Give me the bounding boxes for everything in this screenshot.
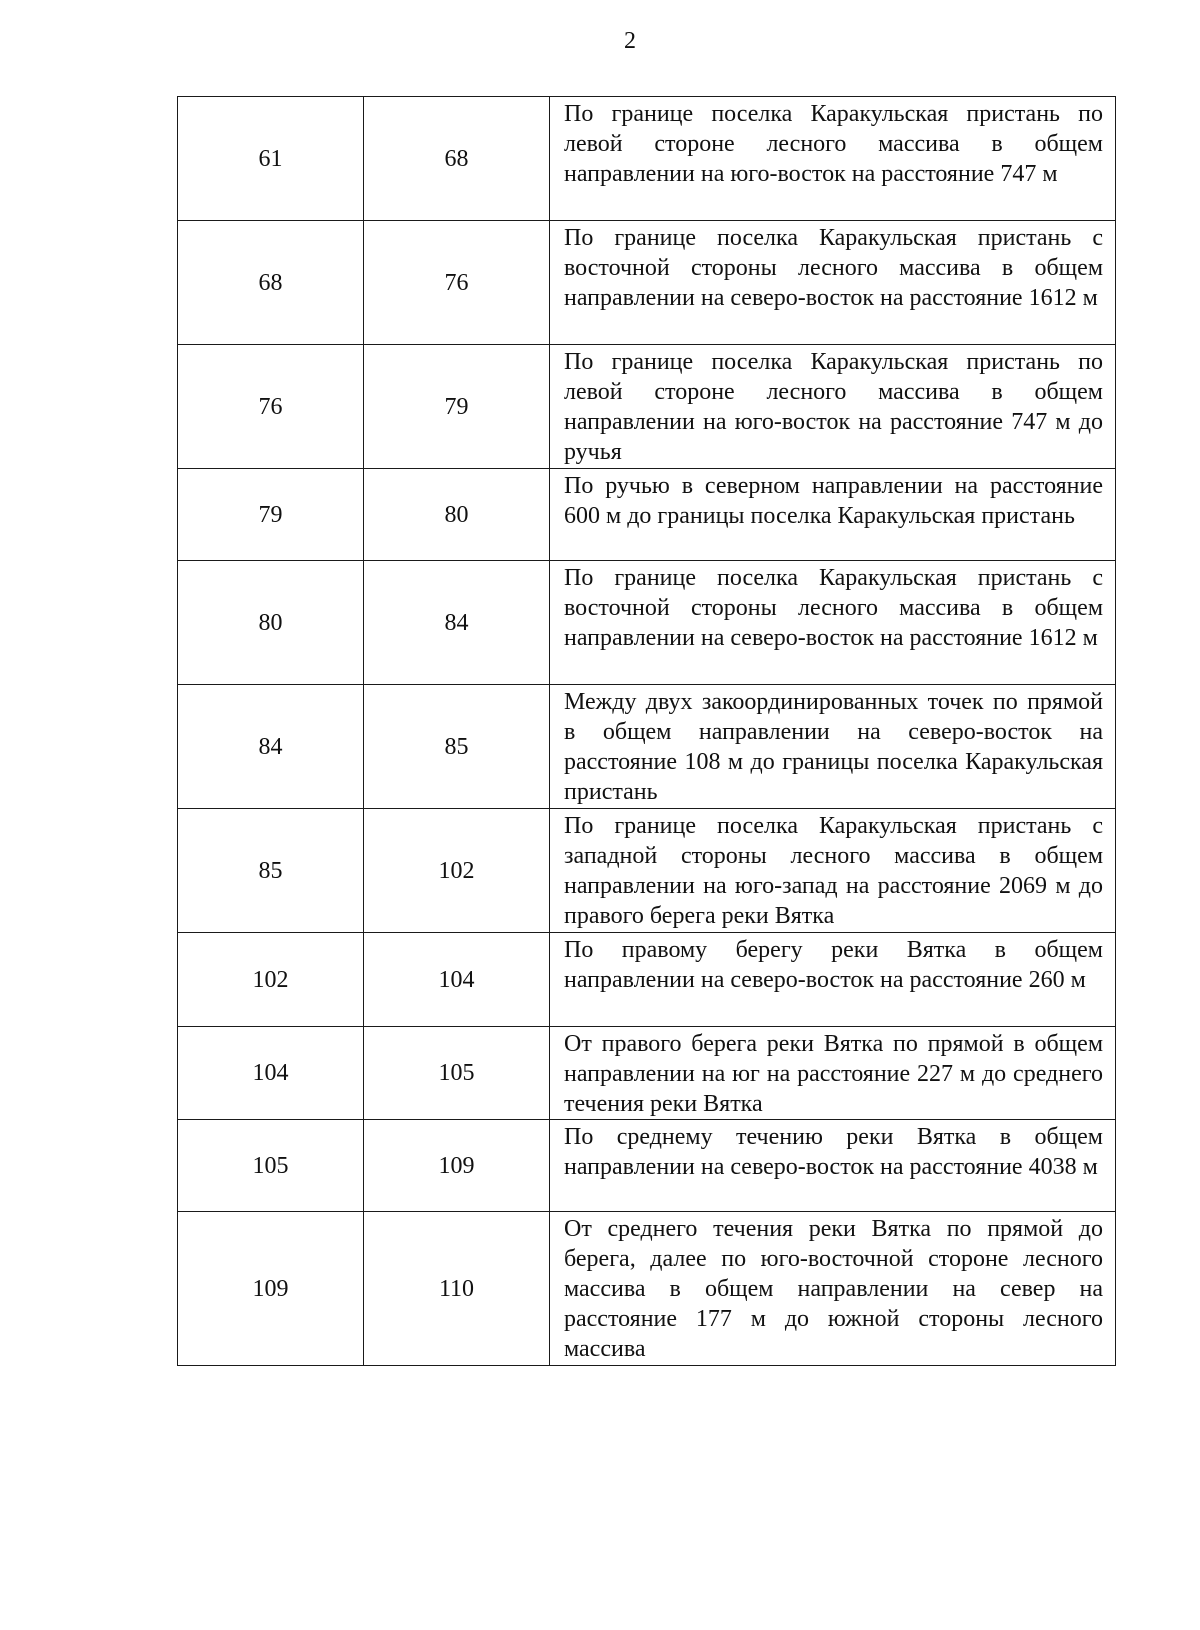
description-cell: По ручью в северном направлении на расстояние 600 м до границы поселка Каракульская пристань	[550, 469, 1116, 561]
from-point-cell: 102	[178, 933, 364, 1027]
from-point-cell: 85	[178, 809, 364, 933]
from-point-cell: 109	[178, 1212, 364, 1366]
to-point-cell: 110	[364, 1212, 550, 1366]
table-row	[178, 809, 1116, 933]
to-point-cell: 68	[364, 97, 550, 221]
table-row	[178, 685, 1116, 809]
to-point-cell: 80	[364, 469, 550, 561]
description-cell: По границе поселка Каракульская пристань по левой стороне лесного массива в общем направлении на юго-восток на расстояние 747 м до ручья	[550, 345, 1116, 469]
from-point-cell: 84	[178, 685, 364, 809]
description-cell: По границе поселка Каракульская пристань по левой стороне лесного массива в общем направлении на юго-восток на расстояние 747 м	[550, 97, 1116, 221]
description-cell: От правого берега реки Вятка по прямой в общем направлении на юг на расстояние 227 м до среднего течения реки Вятка	[550, 1027, 1116, 1120]
to-point-cell: 109	[364, 1120, 550, 1212]
table-row	[178, 345, 1116, 469]
description-cell: От среднего течения реки Вятка по прямой до берега, далее по юго-восточной стороне лесного массива в общем направлении на север на расстояние 177 м до южной стороны лесного массива	[550, 1212, 1116, 1366]
from-point-cell: 104	[178, 1027, 364, 1120]
boundary-table	[177, 96, 1116, 1366]
table-row	[178, 221, 1116, 345]
table-row	[178, 469, 1116, 561]
table-row	[178, 933, 1116, 1027]
to-point-cell: 76	[364, 221, 550, 345]
to-point-cell: 79	[364, 345, 550, 469]
description-cell: По среднему течению реки Вятка в общем направлении на северо-восток на расстояние 4038 м	[550, 1120, 1116, 1212]
description-cell: По границе поселка Каракульская пристань с восточной стороны лесного массива в общем направлении на северо-восток на расстояние 1612 м	[550, 221, 1116, 345]
from-point-cell: 80	[178, 561, 364, 685]
description-cell: Между двух закоординированных точек по прямой в общем направлении на северо-восток на расстояние 108 м до границы поселка Каракульская пристань	[550, 685, 1116, 809]
table-row	[178, 97, 1116, 221]
page-number: 2	[624, 28, 636, 54]
to-point-cell: 84	[364, 561, 550, 685]
table-row	[178, 1120, 1116, 1212]
table-row	[178, 1212, 1116, 1366]
from-point-cell: 68	[178, 221, 364, 345]
table-row	[178, 561, 1116, 685]
to-point-cell: 102	[364, 809, 550, 933]
description-cell: По границе поселка Каракульская пристань с восточной стороны лесного массива в общем направлении на северо-восток на расстояние 1612 м	[550, 561, 1116, 685]
table-row	[178, 1027, 1116, 1120]
to-point-cell: 104	[364, 933, 550, 1027]
from-point-cell: 76	[178, 345, 364, 469]
from-point-cell: 61	[178, 97, 364, 221]
description-cell: По границе поселка Каракульская пристань с западной стороны лесного массива в общем направлении на юго-запад на расстояние 2069 м до правого берега реки Вятка	[550, 809, 1116, 933]
to-point-cell: 105	[364, 1027, 550, 1120]
from-point-cell: 105	[178, 1120, 364, 1212]
description-cell: По правому берегу реки Вятка в общем направлении на северо-восток на расстояние 260 м	[550, 933, 1116, 1027]
from-point-cell: 79	[178, 469, 364, 561]
to-point-cell: 85	[364, 685, 550, 809]
